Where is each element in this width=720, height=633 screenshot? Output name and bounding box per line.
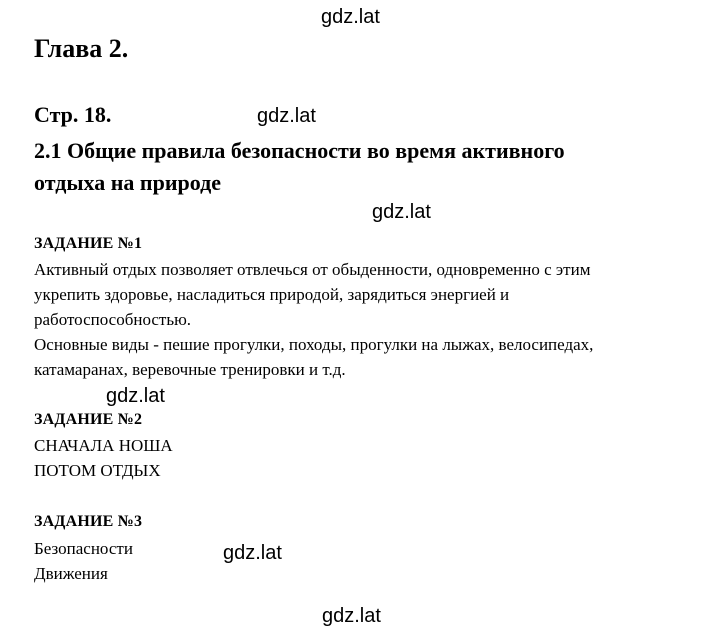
chapter-title: Глава 2. [34, 34, 129, 63]
answer-line: Безопасности [34, 539, 133, 558]
task-answer [34, 536, 133, 586]
answer-line: ПОТОМ ОТДЫХ [34, 461, 161, 480]
task-title: ЗАДАНИЕ №1 [34, 235, 143, 252]
task-title: ЗАДАНИЕ №3 [34, 513, 143, 530]
watermark: gdz.lat [223, 542, 282, 564]
task-answer [34, 433, 173, 483]
answer-line: Активный отдых позволяет отвлечься от обыденности, одновременно с этим [34, 260, 591, 279]
watermark: gdz.lat [321, 6, 380, 28]
section-heading-line: отдыха на природе [34, 170, 221, 195]
watermark: gdz.lat [322, 605, 381, 627]
watermark: gdz.lat [257, 105, 316, 127]
watermark: gdz.lat [372, 201, 431, 223]
section-heading-line: 2.1 Общие правила безопасности во время активного [34, 138, 565, 163]
answer-line: Движения [34, 564, 108, 583]
answer-line: Основные виды - пешие прогулки, походы, прогулки на лыжах, велосипедах, [34, 335, 594, 354]
answer-line: катамаранах, веревочные тренировки и т.д. [34, 360, 346, 379]
answer-line: СНАЧАЛА НОША [34, 436, 173, 455]
section-heading [34, 135, 704, 199]
answer-line: работоспособностью. [34, 310, 192, 329]
watermark: gdz.lat [106, 385, 165, 407]
answer-line: укрепить здоровье, насладиться природой, зарядиться энергией и [34, 285, 510, 304]
task-title: ЗАДАНИЕ №2 [34, 411, 143, 428]
page-reference: Стр. 18. [34, 102, 112, 127]
task-answer [34, 257, 593, 382]
